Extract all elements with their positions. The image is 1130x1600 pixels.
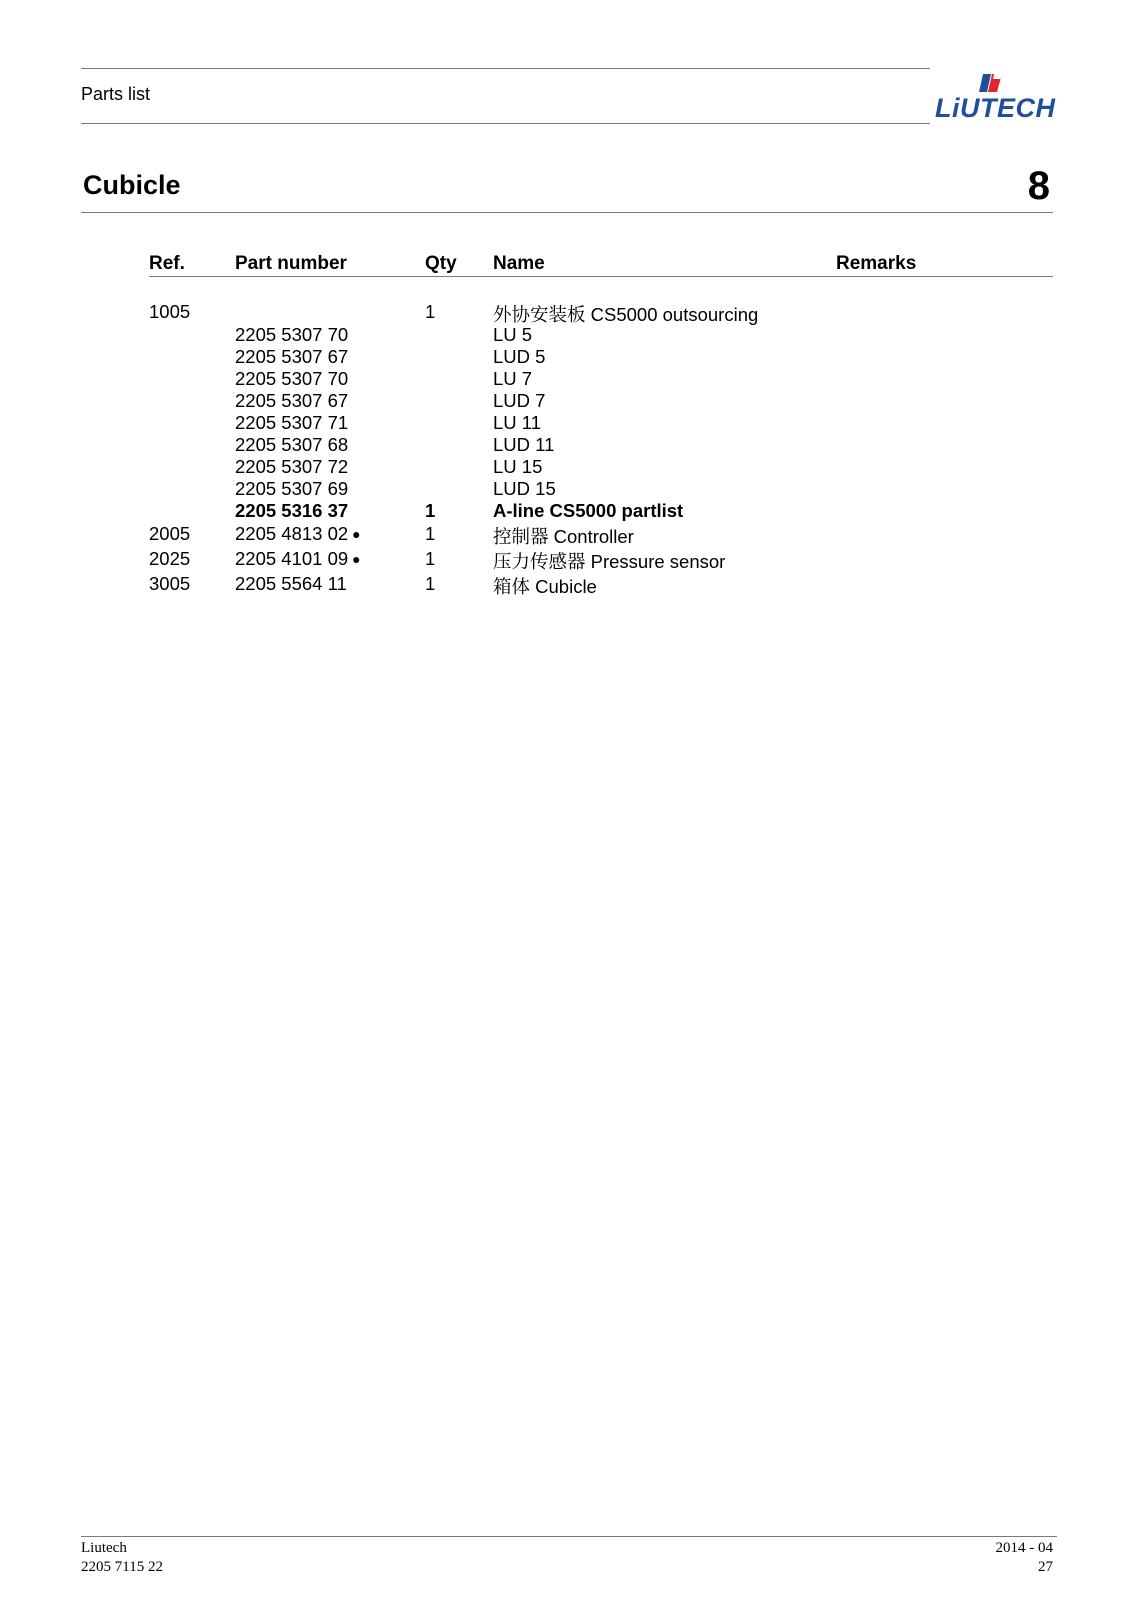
column-header-qty: Qty xyxy=(425,253,457,274)
table-row xyxy=(0,434,1130,456)
cell-qty: 1 xyxy=(425,500,436,521)
cell-ref: 2005 xyxy=(149,523,191,544)
cell-part-number: 2205 5307 69 xyxy=(235,478,349,499)
table-row xyxy=(0,368,1130,390)
cell-part-number: 2205 5307 70 xyxy=(235,324,349,345)
cell-part-number: 2205 5307 67 xyxy=(235,346,349,367)
section-rule xyxy=(81,212,1053,213)
column-header-ref: Ref. xyxy=(149,253,185,274)
table-row xyxy=(0,573,1130,595)
footer-company: Liutech xyxy=(81,1540,127,1556)
cell-part-number: 2205 5307 70 xyxy=(235,368,349,389)
table-row xyxy=(0,412,1130,434)
table-row xyxy=(0,478,1130,500)
footer-date: 2014 - 04 xyxy=(995,1540,1053,1556)
cell-part-number: 2205 4101 09 ● xyxy=(235,548,361,569)
bullet-icon: ● xyxy=(352,526,361,542)
header-bottom-rule xyxy=(81,123,930,124)
section-title: Cubicle xyxy=(83,170,181,200)
bullet-icon: ● xyxy=(352,551,361,567)
liutech-logo xyxy=(935,70,1060,126)
cell-qty: 1 xyxy=(425,548,436,569)
cell-ref: 3005 xyxy=(149,573,191,594)
table-row xyxy=(0,324,1130,346)
cell-part-number: 2205 5307 68 xyxy=(235,434,349,455)
cell-part-number: 2205 5564 11 xyxy=(235,573,347,594)
cell-qty: 1 xyxy=(425,573,436,594)
cell-name: LUD 7 xyxy=(493,390,546,411)
cell-part-number: 2205 5316 37 xyxy=(235,500,349,521)
cell-part-number: 2205 5307 72 xyxy=(235,456,349,477)
cell-ref: 2025 xyxy=(149,548,191,569)
column-header-part-number: Part number xyxy=(235,253,347,274)
footer-rule xyxy=(81,1536,1057,1537)
table-row xyxy=(0,390,1130,412)
cell-name: 控制器 Controller xyxy=(493,526,634,547)
svg-text:LiUTECH: LiUTECH xyxy=(935,93,1056,123)
footer-page-number: 27 xyxy=(1038,1559,1053,1575)
cell-ref: 1005 xyxy=(149,301,191,322)
cell-qty: 1 xyxy=(425,301,436,322)
cell-name: 外协安装板 CS5000 outsourcing xyxy=(493,304,759,325)
cell-name: LUD 11 xyxy=(493,434,555,455)
cell-part-number: 2205 5307 67 xyxy=(235,390,349,411)
cell-name: LU 15 xyxy=(493,456,543,477)
cell-name: LUD 15 xyxy=(493,478,556,499)
cell-name: LU 7 xyxy=(493,368,533,389)
footer-doc-number: 2205 7115 22 xyxy=(81,1559,163,1575)
table-header-rule xyxy=(149,276,1053,277)
logo-mark-icon xyxy=(935,70,1060,126)
cell-name: LUD 5 xyxy=(493,346,546,367)
cell-name: 压力传感器 Pressure sensor xyxy=(493,551,726,572)
table-row xyxy=(0,456,1130,478)
table-row xyxy=(0,548,1130,570)
header-top-rule xyxy=(81,68,930,69)
cell-qty: 1 xyxy=(425,523,436,544)
cell-part-number: 2205 5307 71 xyxy=(235,412,349,433)
cell-part-number: 2205 4813 02 ● xyxy=(235,523,361,544)
table-row xyxy=(0,500,1130,522)
cell-name: A-line CS5000 partlist xyxy=(493,500,684,521)
table-row xyxy=(0,523,1130,545)
header-label: Parts list xyxy=(81,84,151,104)
cell-name: LU 5 xyxy=(493,324,533,345)
cell-name: 箱体 Cubicle xyxy=(493,576,597,597)
table-row xyxy=(0,301,1130,323)
cell-name: LU 11 xyxy=(493,412,541,433)
column-header-remarks: Remarks xyxy=(836,253,917,274)
column-header-name: Name xyxy=(493,253,545,274)
section-number: 8 xyxy=(1027,164,1050,208)
table-row xyxy=(0,346,1130,368)
